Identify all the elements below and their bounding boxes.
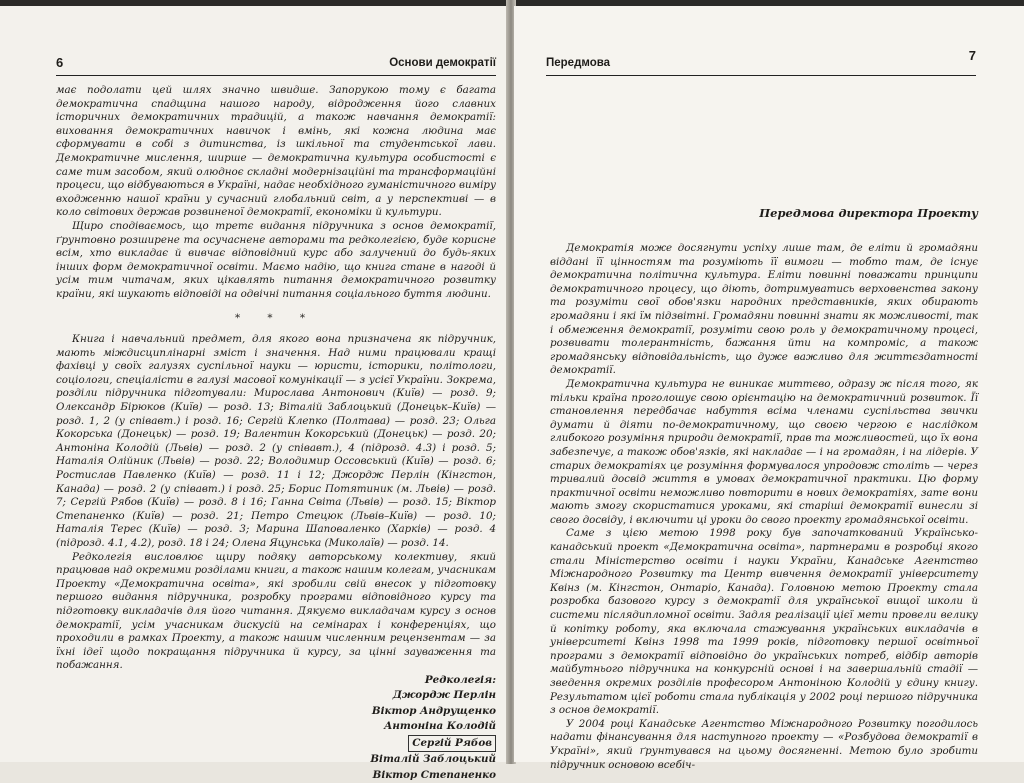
paragraph: має подолати цей шлях значно швидше. Запорукою тому є багата демократична спадщина нашого народу, відродження його славних історичних демократичних традицій, а також навчання демократії: виховання демократичних навичок і вмінь, які кожна людина має сформувати в собі з дитинства, із шкільної та студентської лави. Демократичне мислення, ширше — демократична культура особистості є саме тим засобом, який олюдноє складні модернізаційні та трансформаційні процеси, що відбуваються в Україні, надає необхідного гуманістичного виміру входженню нашої країни у сучасний глобальний світ, а у перспективі — в коло світових держав розвиненої демократії, економіки й культури.: [56, 84, 496, 219]
paragraph: Книга і навчальний предмет, для якого вона призначена як підручник, мають міждисциплінарні зміст і значення. Над ними працювали кращі фахівці у своїх галузях суспільної науки — юристи, історики, політологи, соціологи, спеціалісти в галузі масової комунікації — з усієї України. Зокрема, розділи підручника підготували: Мирослава Антонович (Київ) — розд. 9; Олександр Бірюков (Київ) — розд. 13; Віталій Заблоцький (Донецьк–Київ) — розд. 1, 2 (у співавт.) і розд. 16; Сергій Клепко (Полтава) — розд. 23; Ольга Кокорська (Донецьк) — розд. 19; Валентин Кокорський (Донецьк) — розд. 20; Антоніна Колодій (Львів) — розд. 2 (у співавт.), 4 (підрозд. 4.3) і розд. 5; Наталія Олійник (Львів) — розд. 22; Володимир Оссовський (Київ) — розд. 6; Ростислав Павленко (Київ) — розд. 11 і 12; Джордж Перлін (Кінгстон, Канада) — розд. 2 (у співавт.) і розд. 25; Борис Потятиник (м. Львів) — розд. 7; Сергій Рябов (Київ) — розд. 8 і 16; Ганна Світа (Львів) — розд. 15; Віктор Степаненко (Київ) — розд. 21; Петро Стецюк (Львів–Київ) — розд. 10; Наталія Терес (Київ) — розд. 3; Марина Шаповаленко (Харків) — розд. 4 (підрозд. 4.1, 4.2), розд. 18 і 24; Олена Яцунська (Миколаїв) — розд. 14.: [56, 333, 496, 549]
section-title: Передмова директора Проекту: [759, 206, 978, 220]
left-running-title: Основи демократії: [389, 57, 496, 69]
paragraph: У 2004 році Канадське Агентство Міжнародного Розвитку погодилось надати фінансування для наступного проекту — «Розбудова демократії в Україні», який ґрунтувався на цьому досягненні. Метою було зробити підручник основою всебіч-: [550, 717, 978, 771]
paragraph: Саме з цією метою 1998 року був започаткований Українсько-канадський проект «Демократична освіта», партнерами в розробці якого стали Міністерство освіти і науки України, Канадське Агентство Міжнародного Розвитку та Центр вивчення демократії університету Квінз (м. Кінгстон, Онтаріо, Канада). Головною метою Проекту стала розробка базового курсу з демократії для української вищої школи й системи післядипломної освіти. Задля реалізації цієї мети провели велику й копітку роботу, яка включала стажування українських викладачів в університеті Квінз 1998 та 1999 років, підготовку першої освітньої програми з демократії відповідно до українських потреб, відбір авторів майбутнього підручника на конкурсній основі і на завершальній стадії — зведення окремих розділів професором Антоніною Колодій у єдину книгу. Результатом цієї роботи стала публікація у 2002 році першого підручника з основ демократії.: [550, 527, 978, 717]
left-page-header: [56, 54, 496, 76]
right-running-title: Передмова: [546, 57, 611, 69]
editorial-board-label: Редколегія:: [424, 673, 496, 686]
right-page: [514, 6, 1024, 771]
paragraph: Демократія може досягнути успіху лише там, де еліти й громадяни віддані її цінностям та розуміють її вимоги — тобто там, де існує демократична політична культура. Еліти повинні поважати принципи демократичного процесу, що діють, дотримуватись верховенства закону та розуміти свої обов'язки народних представників, яких обирають громадяни і які їм підзвітні. Громадяни повинні знати як можливості, так і обмеження демократії, розуміти свою роль у демократичному процесі, розвивати толерантність, бажання йти на компроміс, а також громадянську відповідальність, що дуже важливо для життєздатності демократії.: [550, 242, 978, 377]
right-page-header: [546, 48, 976, 76]
left-page-body: [56, 84, 496, 783]
editorial-board-member: Віталій Заблоцький: [370, 753, 496, 766]
left-page: [0, 6, 508, 781]
paragraph: Демократична культура не виникає миттєво, одразу ж після того, як тільки країна проголошує свою орієнтацію на демократичний розвиток. Її становлення передбачає набуття всіма членами суспільства звички думати й діяти по-демократичному, що своєю чергою є наслідком глибокого розуміння природи демократії, прав та можливостей, що їх вона забезпечує, а також обов'язків, які накладає — і на громадян, і на лідерів. У старих демократіях це розуміння формувалося упродовж століть — через тривалий досвід життя в умовах демократичної практики. Цю форму практичної освіти неможливо повторити в нових демократіях, зате вони мають змогу скористатися уроками, які старіші демократії винесли зі свого досвіду, і включити ці уроки до свого проекту громадянської освіти.: [550, 377, 978, 526]
right-page-body: [550, 242, 978, 772]
editorial-board-member: Антоніна Колодій: [383, 720, 496, 733]
paragraph: Щиро сподіваємось, що третє видання підручника з основ демократії, ґрунтовно розширене та осучаснене авторами та редколегією, буде корисне всім, хто викладає й вивчає відповідний курс або залучений до будь-яких інших форм демократичної освіти. Маємо надію, що книга стане в нагоді й усім тим читачам, яких цікавлять питання демократичного розвитку країни, які шукають відповіді на одвічні питання соціального буття людини.: [56, 219, 496, 300]
editorial-board-signature: [56, 673, 496, 783]
paragraph: Редколегія висловлює щиру подяку авторському колективу, який працював над окремими розділами книги, а також нашим колегам, учасникам Проекту «Демократична освіта», які зробили свій внесок у підготовку першого видання підручника, розробку програми відповідного курсу та підготовку викладачів для його читання. Дякуємо викладачам курсу з основ демократії, усім учасникам дискусій на семінарах і конференціях, що проходили в рамках Проекту, а також нашим численним рецензентам — за їхні ідеї щодо покращання підручника й курсу, за цінні зауваження та побажання.: [56, 550, 496, 672]
editorial-board-member-highlighted: Сергій Рябов: [408, 735, 496, 753]
editorial-board-member: Віктор Степаненко: [372, 768, 496, 781]
left-page-number: 6: [56, 55, 64, 70]
section-separator: * * *: [235, 311, 317, 324]
right-page-number: 7: [968, 48, 976, 63]
editorial-board-member: Віктор Андрущенко: [371, 704, 496, 717]
editorial-board-member: Джордж Перлін: [392, 689, 496, 702]
